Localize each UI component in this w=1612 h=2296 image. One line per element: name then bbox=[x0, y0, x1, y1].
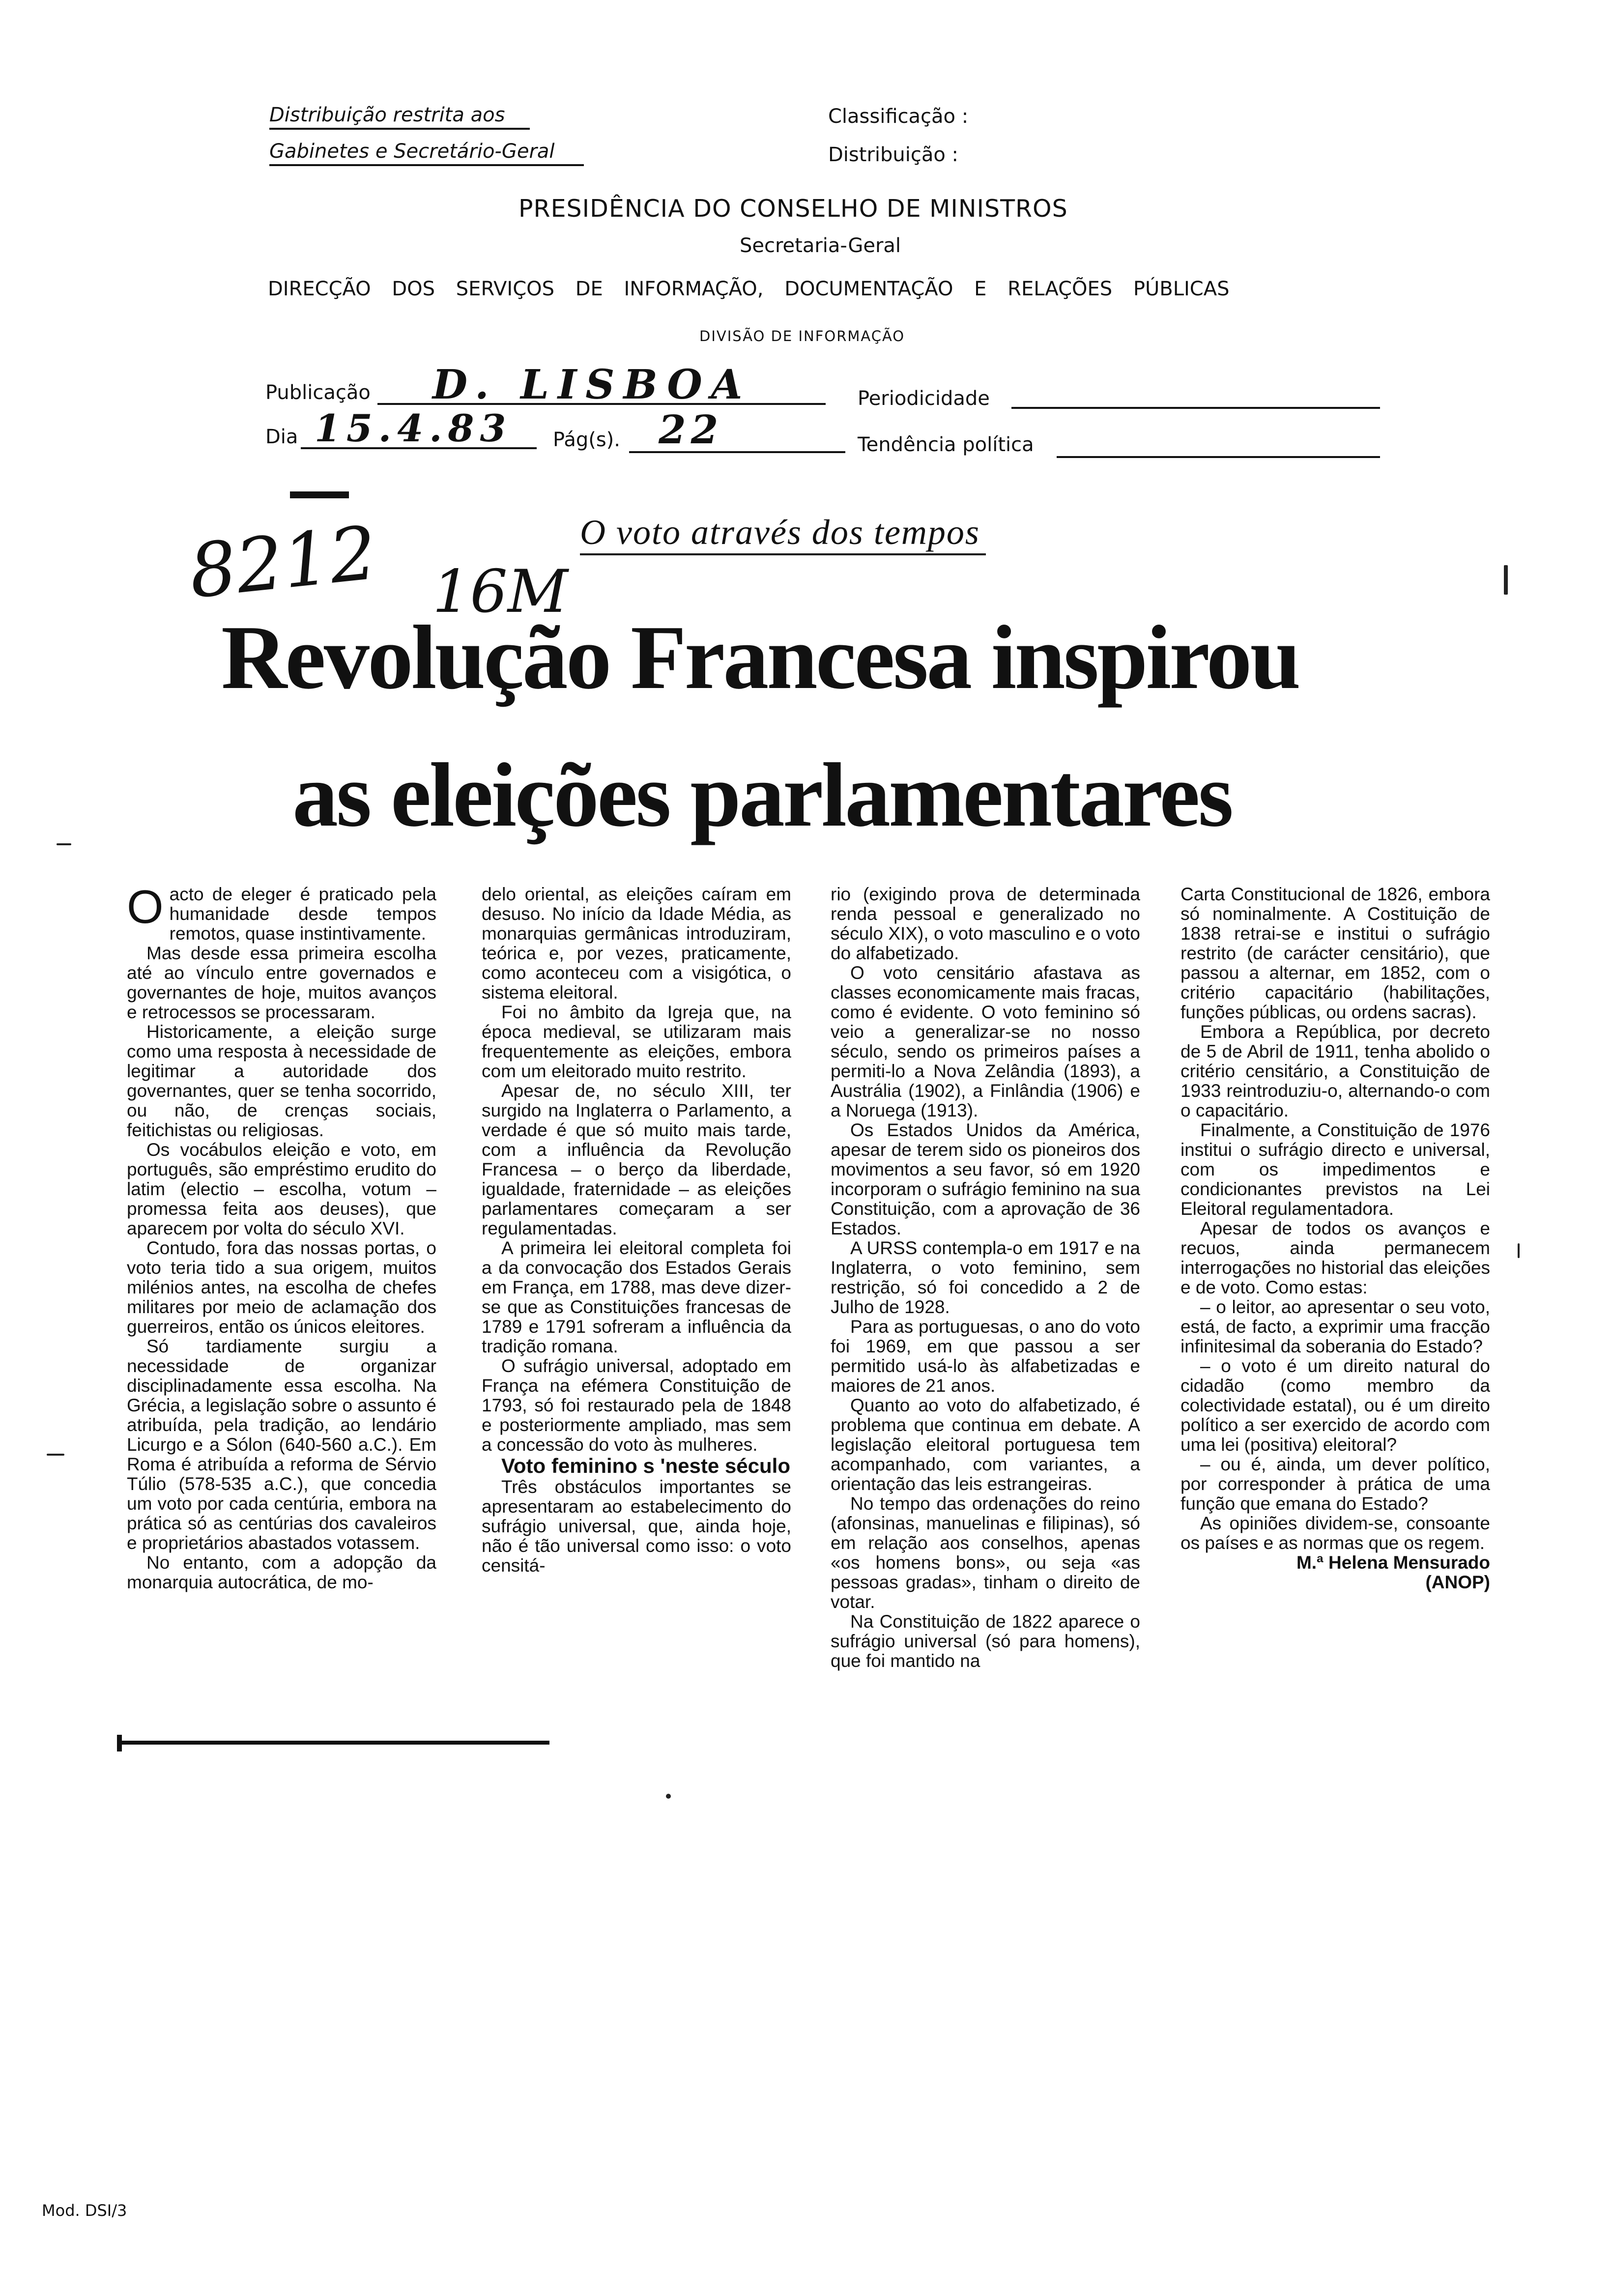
distribution-label: Distribuição : bbox=[828, 144, 959, 166]
article-paragraph: delo oriental, as eleições caíram em desuso. No início da Idade Média, as monarquias germânicas introduziram, teórica e, por vezes, praticamente, como aconteceu com a visigótica, o sistema eleitoral. bbox=[482, 884, 791, 1003]
article-paragraph: O sufrágio universal, adoptado em França na efémera Constituição de 1793, só foi restaurado pela de 1848 e posteriormente ampliado, mas sem a concessão do voto às mulheres. bbox=[482, 1356, 791, 1455]
article-column-3 bbox=[831, 885, 1140, 1671]
periodicity-label: Periodicidade bbox=[858, 387, 990, 410]
restricted-distribution-line1: Distribuição restrita aos bbox=[269, 102, 530, 130]
article-paragraph: Na Constituição de 1822 aparece o sufrágio universal (só para homens), que foi mantido na bbox=[831, 1611, 1140, 1671]
page-value: 22 bbox=[659, 406, 723, 453]
headline-line1: Revolução Francesa inspirou bbox=[221, 607, 1299, 708]
article-paragraph: As opiniões dividem-se, consoante os países e as normas que os regem. bbox=[1180, 1513, 1490, 1553]
article-kicker: O voto através dos tempos bbox=[580, 511, 986, 555]
scan-speck bbox=[666, 1794, 671, 1799]
direction-title: DIRECÇÃO DOS SERVIÇOS DE INFORMAÇÃO, DOCUMENTAÇÃO E RELAÇÕES PÚBLICAS bbox=[268, 278, 1230, 300]
day-value: 15.4.83 bbox=[315, 406, 512, 450]
drop-cap: O bbox=[127, 881, 164, 933]
article-paragraph: Embora a República, por decreto de 5 de Abril de 1911, tenha abolido o critério censitário, a Constituição de 1933 reintroduziu-o, alternando-o com o capacitário. bbox=[1180, 1022, 1490, 1120]
handwritten-reference-number: 8212 bbox=[185, 510, 381, 615]
article-paragraph: – o leitor, ao apresentar o seu voto, está, de facto, a exprimir uma fracção infinitesimal da soberania do Estado? bbox=[1180, 1297, 1490, 1356]
article-agency: (ANOP) bbox=[1425, 1572, 1490, 1592]
classification-label: Classificação : bbox=[828, 105, 969, 128]
article-paragraph: Os vocábulos eleição e voto, em português, são empréstimo erudito do latim (electio – escolha, votum – promessa feita aos deuses), que aparecem por volta do século XVI. bbox=[127, 1140, 436, 1238]
article-paragraph: O voto censitário afastava as classes economicamente mais fracas, como é evidente. O voto feminino só veio a generalizar-se no nosso século, sendo os primeiros países a permiti-lo a Nova Zelândia (1893), a Austrália (1902), a Finlândia (1906) e a Noruega (1913). bbox=[831, 963, 1140, 1120]
article-author: M.ª Helena Mensurado bbox=[1296, 1552, 1490, 1573]
article-paragraph: acto de eleger é praticado pela humanidade desde tempos remotos, quase instintivamente. bbox=[169, 884, 436, 944]
page-label: Pág(s). bbox=[553, 429, 620, 451]
scan-speck bbox=[1518, 1243, 1520, 1258]
article-paragraph: Só tardiamente surgiu a necessidade de organizar disciplinadamente essa escolha. Na Grécia, a legislação sobre o assunto é atribuída, pela tradição, ao lendário Licurgo e a Sólon (640-560 a.C.). Em Roma é atribuída a reforma de Sérvio Túlio (578-535 a.C.), que concedia um voto por cada centúria, embora na prática só as centúrias dos cavaleiros e proprietários abastados votassem. bbox=[127, 1336, 436, 1553]
article-paragraph: – o voto é um direito natural do cidadão (como membro da colectividade estatal), ou é um direito político a ser exercido de acordo com uma lei (positiva) eleitoral? bbox=[1180, 1356, 1490, 1455]
article-column-4 bbox=[1180, 885, 1490, 1592]
scan-speck bbox=[1504, 565, 1508, 595]
article-paragraph: Os Estados Unidos da América, apesar de terem sido os pioneiros dos movimentos a seu favor, só em 1920 incorporam o sufrágio feminino na sua Constituição, com a aprovação de 36 Estados. bbox=[831, 1120, 1140, 1238]
article-paragraph: Historicamente, a eleição surge como uma resposta à necessidade de legitimar a autoridade dos governantes, quer se tenha socorrido, ou não, de crenças sociais, feitichistas ou religiosas. bbox=[127, 1022, 436, 1140]
day-label: Dia bbox=[265, 426, 298, 448]
article-paragraph: Carta Constitucional de 1826, embora só nominalmente. A Costituição de 1838 retrai-se e institui o sufrágio restrito (de carácter censitário), que passou a alternar, em 1852, com o critério capacitário (habilitações, funções públicas, ou ordens sacras). bbox=[1180, 884, 1490, 1022]
article-column-1 bbox=[127, 881, 436, 1592]
subheading-voto-feminino: Voto feminino s 'neste século bbox=[501, 1454, 790, 1477]
scan-speck bbox=[57, 843, 71, 845]
bottom-rule-start bbox=[117, 1735, 122, 1751]
article-paragraph: Mas desde essa primeira escolha até ao vínculo entre governados e governantes de hoje, muitos avanços e retrocessos se processaram. bbox=[127, 943, 436, 1022]
article-paragraph: No entanto, com a adopção da monarquia autocrática, de mo- bbox=[127, 1552, 436, 1592]
article-paragraph: – ou é, ainda, um dever político, por corresponder à prática de uma função que emana do Estado? bbox=[1180, 1454, 1490, 1514]
political-tendency-label: Tendência política bbox=[858, 433, 1034, 456]
article-paragraph: Contudo, fora das nossas portas, o voto teria tido a sua origem, muitos milénios antes, na escolha de chefes militares por meio de aclamação dos guerreiros, então os únicos eleitores. bbox=[127, 1238, 436, 1337]
article-paragraph: Quanto ao voto do alfabetizado, é problema que continua em debate. A legislação eleitoral portuguesa tem acompanhado, com variantes, a orientação das leis estrangeiras. bbox=[831, 1395, 1140, 1494]
article-paragraph: A primeira lei eleitoral completa foi a da convocação dos Estados Gerais em França, em 1788, mas deve dizer-se que as Constituições francesas de 1789 e 1791 sofreram a influência da tradição romana. bbox=[482, 1238, 791, 1356]
publication-label: Publicação bbox=[265, 381, 371, 404]
political-tendency-field-line bbox=[1057, 446, 1380, 458]
article-paragraph: No tempo das ordenações do reino (afonsinas, manuelinas e filipinas), só em relação aos conselhos, apenas «os homens bons», ou seja «as pessoas gradas», tinham o direito de votar. bbox=[831, 1493, 1140, 1612]
article-column-2 bbox=[482, 885, 791, 1576]
division-title: DIVISÃO DE INFORMAÇÃO bbox=[699, 328, 905, 344]
periodicity-field-line bbox=[1011, 397, 1380, 409]
article-paragraph: Apesar de, no século XIII, ter surgido na Inglaterra o Parlamento, a verdade é que só muito mais tarde, com a influência da Revolução Francesa – o berço da liberdade, igualdade, fraternidade – as eleições parlamentares começaram a ser regulamentadas. bbox=[482, 1081, 791, 1238]
publication-value: D. LISBOA bbox=[432, 361, 751, 408]
article-paragraph: Foi no âmbito da Igreja que, na época medieval, se utilizaram mais frequentemente as eleições, embora com um eleitorado muito restrito. bbox=[482, 1002, 791, 1081]
article-paragraph: Finalmente, a Constituição de 1976 institui o sufrágio directo e universal, com os impedimentos e condicionantes previstos na Lei Eleitoral regulamentadora. bbox=[1180, 1120, 1490, 1219]
headline-line2: as eleições parlamentares bbox=[292, 745, 1232, 846]
article-paragraph: A URSS contempla-o em 1917 e na Inglaterra, o voto feminino, sem restrição, só foi concedido a 2 de Julho de 1928. bbox=[831, 1238, 1140, 1317]
restricted-distribution-line2: Gabinetes e Secretário-Geral bbox=[269, 139, 584, 166]
article-paragraph: rio (exigindo prova de determinada renda pessoal e generalizado no século XIX), o voto masculino e o voto do alfabetizado. bbox=[831, 884, 1140, 963]
presidency-title: PRESIDÊNCIA DO CONSELHO DE MINISTROS bbox=[518, 195, 1068, 223]
handwritten-mark: 16M bbox=[432, 558, 568, 626]
bottom-rule bbox=[117, 1741, 549, 1745]
article-paragraph: Apesar de todos os avanços e recuos, ainda permanecem interrogações no historial das eleições e de voto. Como estas: bbox=[1180, 1218, 1490, 1297]
article-paragraph: Para as portuguesas, o ano do voto foi 1969, em que passou a ser permitido usá-lo às alfabetizadas e maiores de 21 anos. bbox=[831, 1317, 1140, 1396]
scan-speck bbox=[47, 1454, 64, 1456]
article-paragraph: Três obstáculos importantes se apresentaram ao estabelecimento do sufrágio universal, que, ainda hoje, não é tão universal como isso: o voto censitá- bbox=[482, 1477, 791, 1576]
form-code: Mod. DSI/3 bbox=[42, 2201, 127, 2220]
secretariat-title: Secretaria-Geral bbox=[740, 234, 901, 257]
clipping-marker bbox=[290, 491, 349, 498]
